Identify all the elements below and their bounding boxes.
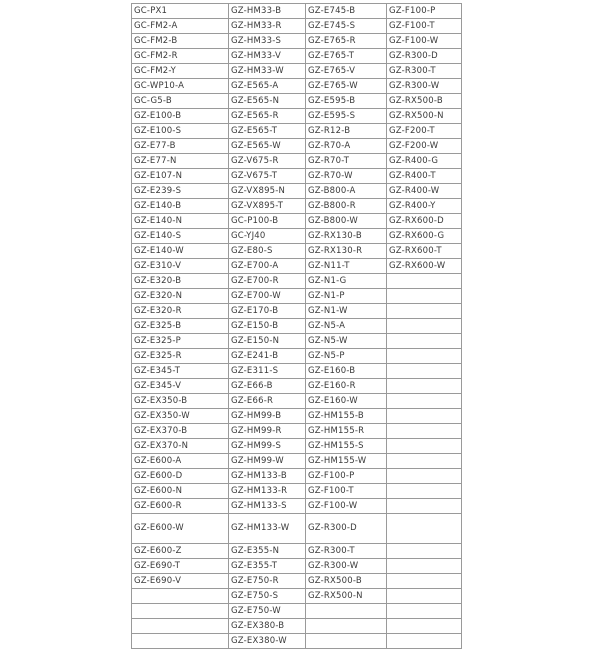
model-cell: GC-WP10-A: [132, 79, 229, 94]
model-list-table: [131, 3, 462, 649]
model-cell: [387, 319, 462, 334]
model-cell: GZ-E160-R: [306, 379, 387, 394]
model-cell: GZ-R400-T: [387, 169, 462, 184]
table-row: [132, 244, 462, 259]
model-cell: GZ-RX130-R: [306, 244, 387, 259]
model-cell: GZ-VX895-T: [229, 199, 306, 214]
model-cell: GZ-E765-V: [306, 64, 387, 79]
table-row: [132, 424, 462, 439]
model-cell: GZ-E565-N: [229, 94, 306, 109]
model-cell: GZ-E565-A: [229, 79, 306, 94]
table-row: [132, 349, 462, 364]
model-cell: GZ-R70-A: [306, 139, 387, 154]
table-row: [132, 499, 462, 514]
model-cell: GZ-HM33-R: [229, 19, 306, 34]
model-cell: [387, 499, 462, 514]
model-cell: GZ-E140-B: [132, 199, 229, 214]
model-cell: GZ-E140-N: [132, 214, 229, 229]
model-cell: GZ-HM155-R: [306, 424, 387, 439]
table-row: [132, 169, 462, 184]
table-row: [132, 379, 462, 394]
model-cell: GZ-HM133-B: [229, 469, 306, 484]
model-list-body: [132, 4, 462, 649]
model-cell: GZ-E170-B: [229, 304, 306, 319]
model-cell: GZ-E750-R: [229, 574, 306, 589]
model-cell: GZ-R300-W: [306, 559, 387, 574]
model-cell: [387, 619, 462, 634]
model-cell: GZ-HM133-R: [229, 484, 306, 499]
model-cell: GC-G5-B: [132, 94, 229, 109]
model-cell: [387, 634, 462, 649]
model-cell: GZ-E600-D: [132, 469, 229, 484]
table-row: [132, 229, 462, 244]
table-row: [132, 214, 462, 229]
table-row: [132, 559, 462, 574]
table-row: [132, 79, 462, 94]
table-row: [132, 619, 462, 634]
model-cell: GZ-RX500-B: [306, 574, 387, 589]
model-cell: [387, 589, 462, 604]
model-cell: [387, 469, 462, 484]
model-cell: GZ-V675-R: [229, 154, 306, 169]
model-cell: GC-YJ40: [229, 229, 306, 244]
model-cell: GZ-F100-W: [306, 499, 387, 514]
model-cell: [387, 604, 462, 619]
model-cell: GZ-E320-B: [132, 274, 229, 289]
model-cell: [387, 559, 462, 574]
table-row: [132, 334, 462, 349]
table-row: [132, 154, 462, 169]
model-cell: GZ-HM155-B: [306, 409, 387, 424]
model-cell: GZ-F100-P: [387, 4, 462, 19]
model-cell: GZ-B800-R: [306, 199, 387, 214]
model-cell: GC-P100-B: [229, 214, 306, 229]
model-cell: GZ-EX380-W: [229, 634, 306, 649]
model-cell: GZ-EX370-B: [132, 424, 229, 439]
model-cell: GZ-EX350-B: [132, 394, 229, 409]
model-cell: GZ-F100-P: [306, 469, 387, 484]
model-cell: GZ-N5-P: [306, 349, 387, 364]
model-cell: GZ-E345-T: [132, 364, 229, 379]
model-cell: [387, 289, 462, 304]
table-row: [132, 544, 462, 559]
model-cell: GZ-F200-W: [387, 139, 462, 154]
model-cell: GZ-RX500-B: [387, 94, 462, 109]
model-cell: GZ-E750-S: [229, 589, 306, 604]
model-cell: GC-PX1: [132, 4, 229, 19]
model-cell: GZ-E66-B: [229, 379, 306, 394]
model-cell: GZ-E150-B: [229, 319, 306, 334]
table-row: [132, 19, 462, 34]
model-cell: GZ-E750-W: [229, 604, 306, 619]
model-cell: GZ-RX600-G: [387, 229, 462, 244]
table-row: [132, 319, 462, 334]
model-cell: GZ-VX895-N: [229, 184, 306, 199]
model-cell: GZ-R300-W: [387, 79, 462, 94]
model-cell: GZ-HM33-B: [229, 4, 306, 19]
model-cell: GZ-E700-W: [229, 289, 306, 304]
model-cell: GZ-R300-D: [306, 514, 387, 544]
model-cell: GZ-EX350-W: [132, 409, 229, 424]
model-cell: GZ-HM33-V: [229, 49, 306, 64]
table-row: [132, 4, 462, 19]
model-cell: GZ-E765-W: [306, 79, 387, 94]
model-cell: [387, 574, 462, 589]
model-cell: GZ-N1-W: [306, 304, 387, 319]
table-row: [132, 409, 462, 424]
model-cell: [387, 364, 462, 379]
model-cell: [387, 274, 462, 289]
model-cell: [387, 544, 462, 559]
model-cell: GZ-R70-T: [306, 154, 387, 169]
table-row: [132, 394, 462, 409]
model-cell: GZ-F200-T: [387, 124, 462, 139]
table-row: [132, 199, 462, 214]
model-cell: GZ-E160-B: [306, 364, 387, 379]
model-cell: GZ-R70-W: [306, 169, 387, 184]
model-cell: GZ-R400-W: [387, 184, 462, 199]
model-cell: GZ-R300-T: [387, 64, 462, 79]
model-cell: GZ-RX500-N: [387, 109, 462, 124]
model-cell: GZ-E700-R: [229, 274, 306, 289]
model-cell: GZ-E239-S: [132, 184, 229, 199]
model-cell: GZ-E765-R: [306, 34, 387, 49]
model-cell: [387, 394, 462, 409]
model-cell: [306, 634, 387, 649]
model-cell: [387, 379, 462, 394]
model-cell: [387, 439, 462, 454]
table-row: [132, 454, 462, 469]
model-cell: [132, 634, 229, 649]
model-cell: GZ-E600-Z: [132, 544, 229, 559]
model-cell: GZ-E107-N: [132, 169, 229, 184]
model-cell: GC-FM2-R: [132, 49, 229, 64]
model-cell: GZ-N1-G: [306, 274, 387, 289]
model-cell: GZ-E600-A: [132, 454, 229, 469]
model-cell: GZ-N1-P: [306, 289, 387, 304]
model-cell: GZ-E100-B: [132, 109, 229, 124]
table-row: [132, 304, 462, 319]
model-cell: GZ-E595-S: [306, 109, 387, 124]
model-cell: GZ-E745-S: [306, 19, 387, 34]
model-cell: GZ-E320-N: [132, 289, 229, 304]
model-cell: GC-FM2-Y: [132, 64, 229, 79]
model-cell: GZ-E355-N: [229, 544, 306, 559]
table-row: [132, 439, 462, 454]
model-cell: GZ-E77-N: [132, 154, 229, 169]
model-cell: GZ-E80-S: [229, 244, 306, 259]
table-row: [132, 289, 462, 304]
table-row: [132, 274, 462, 289]
table-row: [132, 589, 462, 604]
table-row: [132, 94, 462, 109]
model-cell: GZ-E325-B: [132, 319, 229, 334]
model-cell: [387, 304, 462, 319]
table-row: [132, 514, 462, 544]
model-cell: [306, 619, 387, 634]
model-cell: GZ-E320-R: [132, 304, 229, 319]
model-cell: GZ-RX600-T: [387, 244, 462, 259]
model-cell: GZ-B800-W: [306, 214, 387, 229]
model-cell: GZ-HM133-W: [229, 514, 306, 544]
model-cell: GZ-F100-T: [387, 19, 462, 34]
model-cell: GZ-RX600-D: [387, 214, 462, 229]
model-cell: GZ-E690-V: [132, 574, 229, 589]
model-cell: GZ-R12-B: [306, 124, 387, 139]
table-row: [132, 184, 462, 199]
model-cell: GC-FM2-A: [132, 19, 229, 34]
model-cell: GZ-B800-A: [306, 184, 387, 199]
model-cell: GZ-E600-N: [132, 484, 229, 499]
model-cell: GZ-E325-P: [132, 334, 229, 349]
table-row: [132, 34, 462, 49]
model-cell: GZ-E700-A: [229, 259, 306, 274]
model-cell: GZ-E77-B: [132, 139, 229, 154]
model-cell: GZ-HM33-W: [229, 64, 306, 79]
model-cell: GC-FM2-B: [132, 34, 229, 49]
model-cell: GZ-R300-T: [306, 544, 387, 559]
model-cell: GZ-HM33-S: [229, 34, 306, 49]
model-cell: [387, 409, 462, 424]
model-cell: GZ-F100-W: [387, 34, 462, 49]
table-row: [132, 64, 462, 79]
table-row: [132, 634, 462, 649]
model-cell: GZ-E160-W: [306, 394, 387, 409]
model-cell: [132, 604, 229, 619]
model-cell: [132, 589, 229, 604]
model-cell: GZ-E600-R: [132, 499, 229, 514]
table-row: [132, 124, 462, 139]
model-cell: GZ-HM99-B: [229, 409, 306, 424]
model-cell: GZ-RX600-W: [387, 259, 462, 274]
model-cell: GZ-E565-W: [229, 139, 306, 154]
table-row: [132, 109, 462, 124]
model-cell: GZ-E150-N: [229, 334, 306, 349]
model-cell: [387, 334, 462, 349]
model-cell: [387, 484, 462, 499]
model-cell: GZ-RX500-N: [306, 589, 387, 604]
model-cell: GZ-E241-B: [229, 349, 306, 364]
model-cell: GZ-E690-T: [132, 559, 229, 574]
model-cell: GZ-E310-V: [132, 259, 229, 274]
model-cell: GZ-N11-T: [306, 259, 387, 274]
model-cell: GZ-V675-T: [229, 169, 306, 184]
model-cell: GZ-R400-Y: [387, 199, 462, 214]
model-cell: [387, 514, 462, 544]
model-cell: GZ-E595-B: [306, 94, 387, 109]
model-cell: GZ-F100-T: [306, 484, 387, 499]
model-cell: GZ-E66-R: [229, 394, 306, 409]
model-cell: GZ-R300-D: [387, 49, 462, 64]
table-row: [132, 469, 462, 484]
model-cell: GZ-N5-A: [306, 319, 387, 334]
model-cell: GZ-N5-W: [306, 334, 387, 349]
model-cell: GZ-HM99-R: [229, 424, 306, 439]
model-cell: GZ-E325-R: [132, 349, 229, 364]
model-cell: GZ-E565-T: [229, 124, 306, 139]
model-cell: GZ-HM155-W: [306, 454, 387, 469]
model-cell: [387, 454, 462, 469]
table-row: [132, 139, 462, 154]
model-cell: GZ-HM155-S: [306, 439, 387, 454]
model-cell: GZ-E565-R: [229, 109, 306, 124]
table-row: [132, 484, 462, 499]
model-cell: GZ-HM99-W: [229, 454, 306, 469]
model-cell: GZ-EX370-N: [132, 439, 229, 454]
model-cell: GZ-E140-W: [132, 244, 229, 259]
table-row: [132, 604, 462, 619]
model-cell: GZ-HM133-S: [229, 499, 306, 514]
model-cell: GZ-E100-S: [132, 124, 229, 139]
table-row: [132, 574, 462, 589]
model-cell: [387, 424, 462, 439]
model-cell: GZ-E600-W: [132, 514, 229, 544]
table-row: [132, 364, 462, 379]
model-cell: [132, 619, 229, 634]
model-cell: [306, 604, 387, 619]
table-row: [132, 49, 462, 64]
model-cell: GZ-R400-G: [387, 154, 462, 169]
model-cell: GZ-E311-S: [229, 364, 306, 379]
model-cell: GZ-E765-T: [306, 49, 387, 64]
model-cell: GZ-E355-T: [229, 559, 306, 574]
model-cell: GZ-HM99-S: [229, 439, 306, 454]
model-cell: GZ-EX380-B: [229, 619, 306, 634]
model-cell: [387, 349, 462, 364]
table-row: [132, 259, 462, 274]
model-cell: GZ-E140-S: [132, 229, 229, 244]
model-cell: GZ-E745-B: [306, 4, 387, 19]
model-cell: GZ-RX130-B: [306, 229, 387, 244]
model-cell: GZ-E345-V: [132, 379, 229, 394]
